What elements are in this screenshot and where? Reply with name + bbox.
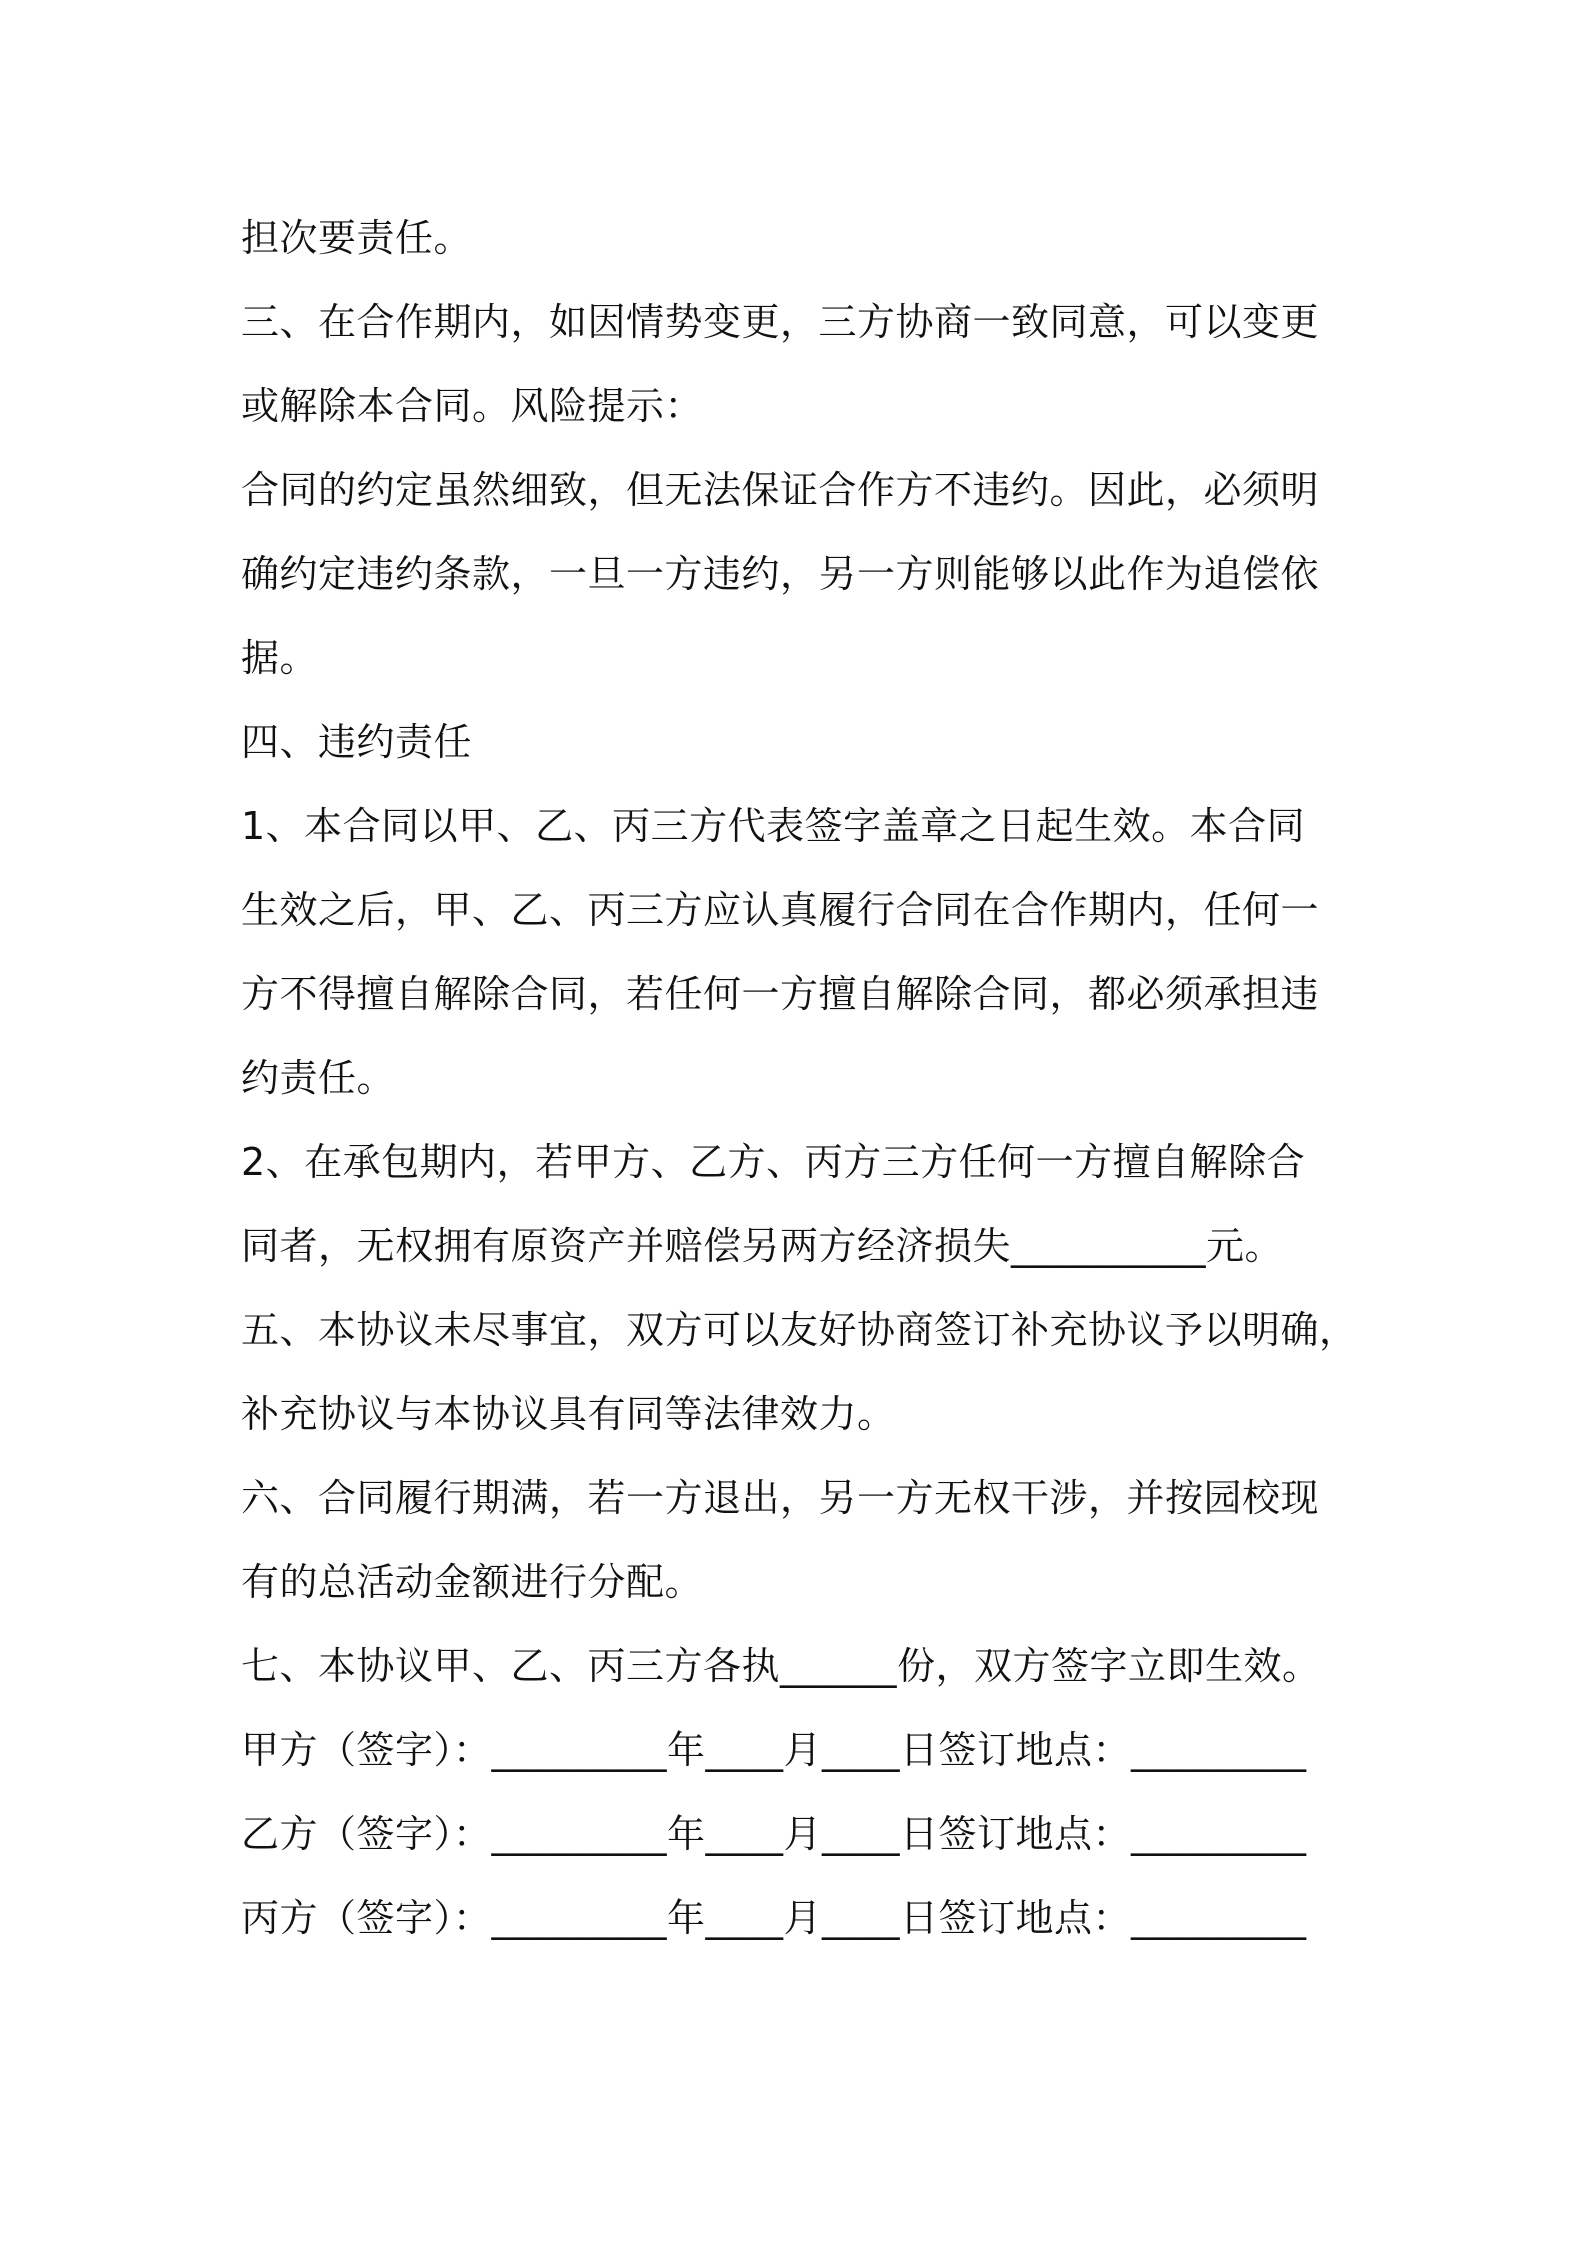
signature-line-party-a: 甲方（签字）：_________年____月____日签订地点：_________ (241, 1728, 1307, 1772)
text-line: 生效之后，甲、乙、丙三方应认真履行合同在合作期内，任何一 (241, 888, 1320, 932)
text-line: 确约定违约条款，一旦一方违约，另一方则能够以此作为追偿依 (241, 552, 1320, 596)
text-line: 1、本合同以甲、乙、丙三方代表签字盖章之日起生效。本合同 (241, 804, 1306, 848)
text-line: 有的总活动金额进行分配。 (241, 1560, 704, 1604)
text-line: 或解除本合同。风险提示： (241, 384, 704, 428)
signature-line-party-b: 乙方（签字）：_________年____月____日签订地点：_________ (241, 1812, 1307, 1856)
section-heading: 四、违约责任 (241, 720, 473, 764)
text-line: 约责任。 (241, 1056, 396, 1100)
text-line: 七、本协议甲、乙、丙三方各执______份，双方签字立即生效。 (241, 1644, 1321, 1688)
document-body (241, 196, 1371, 1960)
text-line: 2、在承包期内，若甲方、乙方、丙方三方任何一方擅自解除合 (241, 1140, 1306, 1184)
text-line: 合同的约定虽然细致，但无法保证合作方不违约。因此，必须明 (241, 468, 1320, 512)
text-line: 同者，无权拥有原资产并赔偿另两方经济损失__________元。 (241, 1224, 1284, 1268)
text-line: 方不得擅自解除合同，若任何一方擅自解除合同，都必须承担违 (241, 972, 1320, 1016)
text-line: 六、合同履行期满，若一方退出，另一方无权干涉，并按园校现 (241, 1476, 1320, 1520)
signature-line-party-c: 丙方（签字）：_________年____月____日签订地点：_________ (241, 1896, 1307, 1940)
text-line: 据。 (241, 636, 319, 680)
text-line: 补充协议与本协议具有同等法律效力。 (241, 1392, 896, 1436)
text-line: 五、本协议未尽事宜，双方可以友好协商签订补充协议予以明确， (241, 1308, 1358, 1352)
text-line: 担次要责任。 (241, 216, 473, 260)
text-line: 三、在合作期内，如因情势变更，三方协商一致同意，可以变更 (241, 300, 1320, 344)
